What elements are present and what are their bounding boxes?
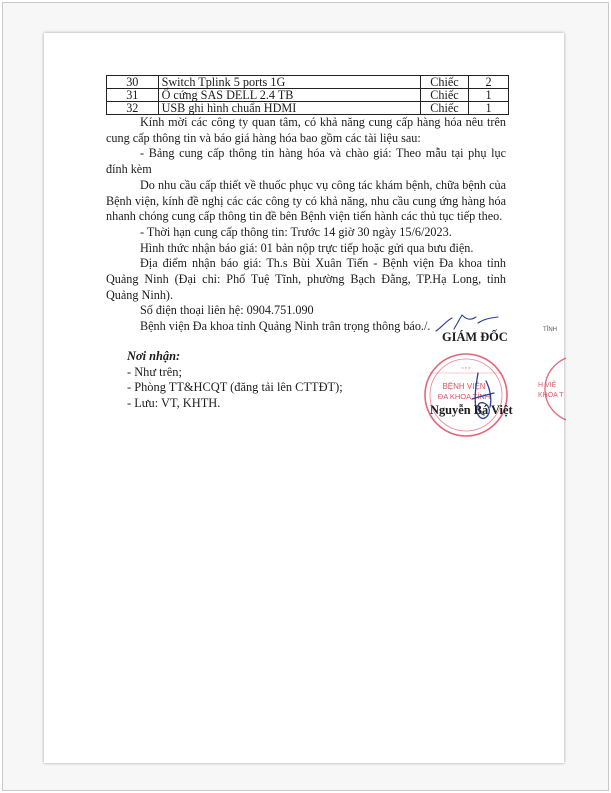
document-content bbox=[106, 75, 506, 335]
item-unit: Chiếc bbox=[420, 76, 468, 89]
deadline-line: - Thời hạn cung cấp thông tin: Trước 14 giờ 30 ngày 15/6/2023. bbox=[140, 224, 452, 239]
contact-phone: Số điện thoại liên hệ: 0904.751.090 bbox=[140, 303, 314, 318]
signer-title: GIÁM ĐỐC bbox=[442, 330, 508, 344]
urgency-paragraph: Do nhu cầu cấp thiết về thuốc phục vụ công tác khám bệnh, chữa bệnh của Bệnh viện, kính đề nghị các các công ty có khả năng, nhu cầu cung ứng hàng hóa nhanh chóng cung cấp thông tin đề bên Bệnh viện tiến hành các thủ tục tiếp theo. bbox=[106, 177, 506, 224]
items-table bbox=[106, 75, 509, 115]
item-name: USB ghi hình chuẩn HDMI bbox=[158, 102, 420, 115]
initials-mark bbox=[432, 309, 502, 337]
svg-text:* * *: * * * bbox=[461, 367, 471, 373]
partial-stamp-line-1: H VIỆ bbox=[538, 382, 557, 389]
recipients-heading: Nơi nhận: bbox=[127, 349, 181, 363]
item-quantity: 1 bbox=[468, 89, 508, 102]
item-name: Ổ cứng SAS DELL 2.4 TB bbox=[158, 89, 420, 102]
stamp-line-2: ĐA KHOA TỈNH bbox=[437, 392, 491, 401]
partial-stamp-line-2: KHOA T bbox=[538, 392, 564, 399]
item-quantity: 2 bbox=[468, 76, 508, 89]
recipient-item: - Như trên; bbox=[127, 364, 182, 379]
submission-address: Địa điểm nhận báo giá: Th.s Bùi Xuân Tiến - Bệnh viện Đa khoa tỉnh Quảng Ninh (Đại chỉ: Phố Tuệ Tĩnh, phường Bạch Đằng, TP.Hạ Long, tỉnh Quảng Ninh). bbox=[106, 256, 506, 302]
item-quantity: 1 bbox=[468, 102, 508, 115]
item-unit: Chiếc bbox=[420, 89, 468, 102]
table-row bbox=[107, 76, 509, 89]
item-number: 32 bbox=[107, 102, 159, 115]
edge-mark-text: TỈNH bbox=[543, 327, 557, 333]
signer-name: Nguyễn Bá Việt bbox=[430, 403, 513, 417]
item-number: 31 bbox=[107, 89, 159, 102]
table-row bbox=[107, 89, 509, 102]
stamp-line-1: BỆNH VIỆN bbox=[442, 382, 486, 391]
document-page bbox=[44, 33, 564, 763]
submission-method: Hình thức nhận báo giá: 01 bản nộp trực tiếp hoặc gửi qua bưu điện. bbox=[140, 240, 474, 255]
recipient-item: - Lưu: VT, KHTH. bbox=[127, 395, 221, 410]
invitation-paragraph: Kính mời các công ty quan tâm, có khả năng cung cấp hàng hóa nêu trên cung cấp thông tin và báo giá hàng hóa bao gồm các tài liệu sau: bbox=[106, 115, 506, 145]
document-requirement: - Bảng cung cấp thông tin hàng hóa và chào giá: Theo mẫu tại phụ lục đính kèm bbox=[106, 146, 506, 177]
page-edge-mark bbox=[541, 323, 563, 333]
closing-line: Bệnh viện Đa khoa tỉnh Quảng Ninh trân trọng thông báo./. bbox=[140, 319, 431, 334]
item-name: Switch Tplink 5 ports 1G bbox=[158, 76, 420, 89]
recipient-item: - Phòng TT&HCQT (đăng tải lên CTTĐT); bbox=[127, 380, 343, 394]
table-row bbox=[107, 102, 509, 115]
item-number: 30 bbox=[107, 76, 159, 89]
item-unit: Chiếc bbox=[420, 102, 468, 115]
recipients-block bbox=[127, 349, 343, 411]
partial-stamp bbox=[536, 353, 566, 423]
